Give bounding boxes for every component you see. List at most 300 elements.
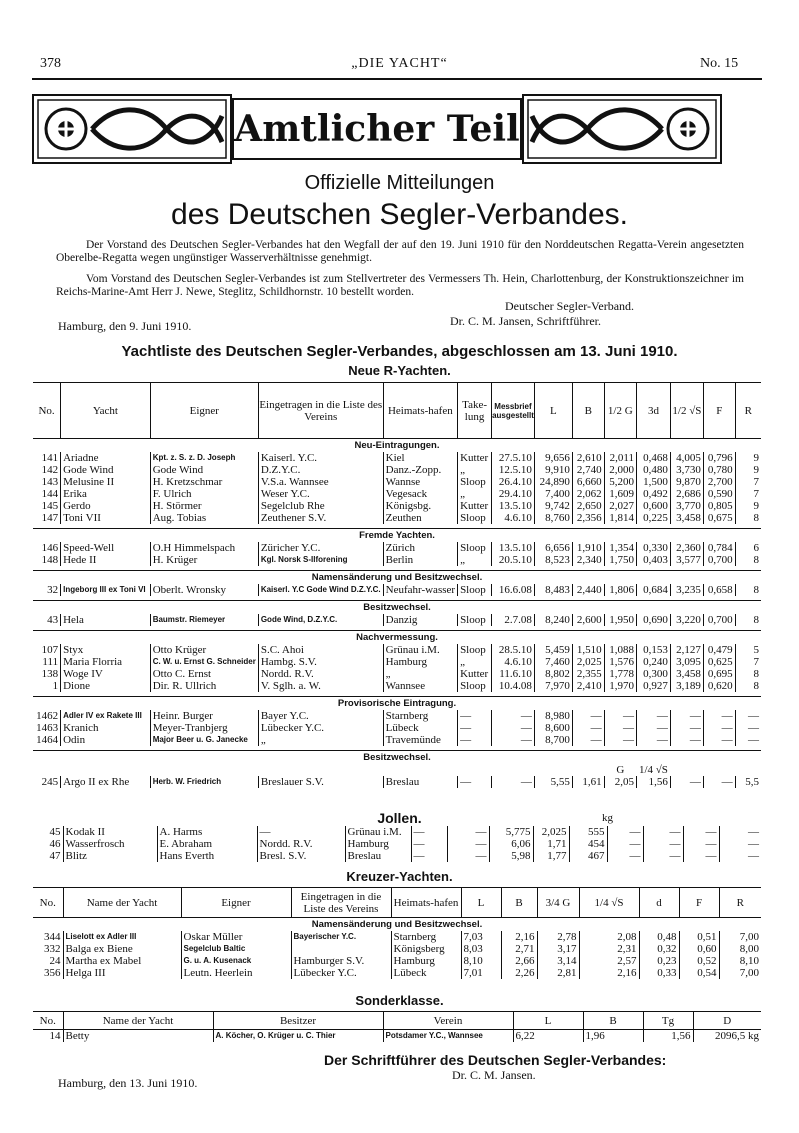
table-cell: Oberlt. Wronsky xyxy=(150,584,258,596)
table-cell: „ xyxy=(458,488,492,500)
table-cell: — xyxy=(607,826,643,838)
table-cell: 143 xyxy=(41,476,59,488)
table-row xyxy=(33,614,761,626)
table-cell: 0,48 xyxy=(639,931,679,943)
heading-line1: Offizielle Mitteilungen xyxy=(304,172,495,194)
table-cell: 1,77 xyxy=(533,850,569,862)
table-cell: 7,400 xyxy=(534,488,572,500)
kreuzer-header-5: L xyxy=(461,888,501,918)
table-cell: 145 xyxy=(41,500,59,512)
table-cell: — xyxy=(683,850,719,862)
table-cell: Potsdamer Y.C., Wannsee xyxy=(383,1030,513,1043)
table-cell: 8,802 xyxy=(534,668,572,680)
table-cell: Königsbg. xyxy=(383,500,457,512)
table-cell: 0,690 xyxy=(636,614,670,626)
table-cell: 1,750 xyxy=(604,554,636,566)
table-cell: 2,78 xyxy=(537,931,579,943)
table-cell: „ xyxy=(258,734,383,746)
table-cell: — xyxy=(643,826,683,838)
table-row xyxy=(33,955,761,967)
footer-place-date: Hamburg, den 13. Juni 1910. xyxy=(58,1076,198,1090)
table-row xyxy=(33,734,761,746)
table-cell: 2,71 xyxy=(501,943,537,955)
table-cell: H. Kretzschmar xyxy=(150,476,258,488)
table-cell: Gode Wind xyxy=(150,464,258,476)
table-cell: Zeuthen xyxy=(383,512,457,524)
table-cell: 8,10 xyxy=(461,955,501,967)
table-cell: — xyxy=(458,776,492,788)
kreuzer-table xyxy=(33,887,761,979)
table-cell: Baumstr. Riemeyer xyxy=(150,614,258,626)
table-cell: 3,577 xyxy=(670,554,703,566)
table-cell: 1,354 xyxy=(604,542,636,554)
section-title: Fremde Yachten. xyxy=(33,529,761,543)
table-cell: 28.5.10 xyxy=(492,644,535,656)
table-cell: 8 xyxy=(735,614,761,626)
table-cell: 1,778 xyxy=(604,668,636,680)
subheader-cell xyxy=(258,764,383,776)
table-row xyxy=(33,776,761,788)
table-cell: Dione xyxy=(61,680,151,692)
table-row xyxy=(33,943,761,955)
kreuzer-title: Kreuzer-Yachten. xyxy=(346,869,453,884)
table-cell: Lübeck xyxy=(383,722,457,734)
table-cell xyxy=(291,943,391,955)
table-cell: — xyxy=(636,734,670,746)
table-cell: Maria Florria xyxy=(61,656,151,668)
table-cell: 2,81 xyxy=(537,967,579,979)
table-cell: Ariadne xyxy=(61,452,151,464)
table-row xyxy=(33,500,761,512)
table-cell: 0,684 xyxy=(636,584,670,596)
table-cell: 2,66 xyxy=(501,955,537,967)
table-cell: — xyxy=(447,826,489,838)
table-row xyxy=(33,826,761,838)
table-cell: Hamburger S.V. xyxy=(291,955,391,967)
table-cell: — xyxy=(447,838,489,850)
table-cell: 8 xyxy=(735,512,761,524)
table-cell: 2,16 xyxy=(501,931,537,943)
table-cell: — xyxy=(643,850,683,862)
table-cell: 8 xyxy=(735,554,761,566)
table-cell: 7 xyxy=(735,488,761,500)
table-cell: 8,760 xyxy=(534,512,572,524)
subheader-cell xyxy=(458,764,492,776)
table-cell: 1464 xyxy=(36,734,59,746)
table-cell: 6 xyxy=(735,542,761,554)
table-cell: 7,970 xyxy=(534,680,572,692)
table-cell: — xyxy=(683,826,719,838)
table-cell: 6,660 xyxy=(572,476,604,488)
table-cell: 147 xyxy=(41,512,59,524)
yachtliste-header-8: B xyxy=(572,383,604,439)
table-cell: 0,492 xyxy=(636,488,670,500)
table-cell: Kaiserl. Y.C. xyxy=(258,452,383,464)
table-cell: Hamburg xyxy=(345,838,411,850)
jollen-unit: kg xyxy=(602,812,613,824)
table-row xyxy=(33,680,761,692)
table-cell: 1,970 xyxy=(604,680,636,692)
table-cell: 0,52 xyxy=(679,955,719,967)
table-cell: 2,16 xyxy=(579,967,639,979)
table-cell: 555 xyxy=(569,826,607,838)
table-cell: 3,220 xyxy=(670,614,703,626)
table-cell: 0,700 xyxy=(703,614,735,626)
table-cell: 356 xyxy=(44,967,61,979)
yachtliste-header-0: No. xyxy=(33,383,61,439)
table-cell: 0,300 xyxy=(636,668,670,680)
table-cell: 0,658 xyxy=(703,584,735,596)
banner-title: Amtlicher Teil xyxy=(232,98,522,160)
table-cell: Vegesack xyxy=(383,488,457,500)
table-cell: 142 xyxy=(41,464,59,476)
yachtliste-table xyxy=(33,382,761,788)
page-number: 378 xyxy=(40,56,61,71)
table-cell: 0,695 xyxy=(703,668,735,680)
table-cell: Martha ex Mabel xyxy=(63,955,181,967)
table-cell: 1,609 xyxy=(604,488,636,500)
table-cell: 0,23 xyxy=(639,955,679,967)
table-cell: Sloop xyxy=(458,644,492,656)
table-cell: Grünau i.M. xyxy=(383,644,457,656)
table-cell: 2,027 xyxy=(604,500,636,512)
table-cell: 8,523 xyxy=(534,554,572,566)
table-cell: 3,17 xyxy=(537,943,579,955)
table-cell: 9,870 xyxy=(670,476,703,488)
table-row xyxy=(33,1030,761,1043)
table-cell: 7 xyxy=(735,476,761,488)
table-cell: 29.4.10 xyxy=(492,488,535,500)
subheader-cell xyxy=(703,764,735,776)
table-cell: Kodak II xyxy=(63,826,157,838)
section-title: Besitzwechsel. xyxy=(33,751,761,765)
table-cell: — xyxy=(458,710,492,722)
section-row xyxy=(33,571,761,585)
table-cell: 2,740 xyxy=(572,464,604,476)
subheader-cell xyxy=(61,764,151,776)
table-cell: — xyxy=(458,734,492,746)
sonder-table xyxy=(33,1011,761,1042)
table-cell: S.C. Ahoi xyxy=(258,644,383,656)
table-cell: — xyxy=(703,710,735,722)
table-cell: 43 xyxy=(47,614,59,626)
jollen-title: Jollen. xyxy=(377,810,422,826)
table-cell: E. Abraham xyxy=(157,838,257,850)
table-cell: 2,610 xyxy=(572,452,604,464)
table-cell: — xyxy=(735,710,761,722)
table-cell: — xyxy=(411,838,447,850)
table-cell: Danzig xyxy=(383,614,457,626)
table-cell: 5 xyxy=(735,644,761,656)
table-cell: Betty xyxy=(63,1030,213,1043)
sonder-header-1: Name der Yacht xyxy=(63,1012,213,1030)
table-cell: 32 xyxy=(47,584,59,596)
table-cell: Wannse xyxy=(383,476,457,488)
table-cell: 6,06 xyxy=(489,838,533,850)
kreuzer-header-3: Eingetragen in die Liste des Vereins xyxy=(291,888,391,918)
table-cell: 9,656 xyxy=(534,452,572,464)
table-cell: 5,459 xyxy=(534,644,572,656)
table-cell: 2096,5 kg xyxy=(693,1030,761,1043)
sonder-header-2: Besitzer xyxy=(213,1012,383,1030)
table-cell: Kranich xyxy=(61,722,151,734)
table-cell: Breslau xyxy=(383,776,457,788)
table-cell: 2,127 xyxy=(670,644,703,656)
table-cell: V.S.a. Wannsee xyxy=(258,476,383,488)
section-title: Namensänderung und Besitzwechsel. xyxy=(33,918,761,932)
table-cell: Toni VII xyxy=(61,512,151,524)
table-cell: Major Beer u. G. Janecke xyxy=(150,734,258,746)
table-cell: Gode Wind xyxy=(61,464,151,476)
table-cell: Erika xyxy=(61,488,151,500)
table-cell: 9,910 xyxy=(534,464,572,476)
table-cell: Segelclub Rhe xyxy=(258,500,383,512)
table-cell: 3,14 xyxy=(537,955,579,967)
table-cell: Grünau i.M. xyxy=(345,826,411,838)
table-cell: — xyxy=(492,722,535,734)
subheader-cell xyxy=(150,764,258,776)
table-cell: — xyxy=(703,734,735,746)
table-cell: 0,480 xyxy=(636,464,670,476)
table-cell: Segelclub Baltic xyxy=(181,943,291,955)
table-cell: Travemünde xyxy=(383,734,457,746)
table-row xyxy=(33,668,761,680)
table-cell: — xyxy=(411,850,447,862)
table-cell: Neufahr-wasser xyxy=(383,584,457,596)
section-title: Provisorische Eintragung. xyxy=(33,697,761,711)
table-cell: A. Köcher, O. Krüger u. C. Thier xyxy=(213,1030,383,1043)
kreuzer-header-1: Name der Yacht xyxy=(63,888,181,918)
table-cell: 0,153 xyxy=(636,644,670,656)
table-cell: — xyxy=(670,734,703,746)
table-cell: Lübecker Y.C. xyxy=(258,722,383,734)
table-cell: 0,225 xyxy=(636,512,670,524)
subheader-cell: 1/4 √S xyxy=(638,764,668,776)
table-cell: „ xyxy=(458,464,492,476)
yachtliste-header-6: Messbrief ausgestellt xyxy=(492,383,535,439)
kreuzer-header-8: 1/4 √S xyxy=(579,888,639,918)
kreuzer-header-0: No. xyxy=(33,888,63,918)
table-cell: 8,00 xyxy=(719,943,761,955)
table-cell: — xyxy=(636,722,670,734)
table-cell: F. Ulrich xyxy=(150,488,258,500)
table-cell: 7,00 xyxy=(719,967,761,979)
table-cell: 3,770 xyxy=(670,500,703,512)
table-cell: 0,675 xyxy=(703,512,735,524)
table-cell: Hamburg xyxy=(383,656,457,668)
table-cell: 1,61 xyxy=(572,776,604,788)
table-cell: 0,32 xyxy=(639,943,679,955)
table-row xyxy=(33,838,761,850)
table-cell: 8 xyxy=(735,584,761,596)
yachtliste-header-7: L xyxy=(534,383,572,439)
table-cell: 45 xyxy=(49,826,61,838)
heading-line2: des Deutschen Segler-Verbandes. xyxy=(171,198,628,231)
sonder-header-3: Verein xyxy=(383,1012,513,1030)
table-cell: 0,54 xyxy=(679,967,719,979)
table-cell: 467 xyxy=(569,850,607,862)
table-cell: Ingeborg III ex Toni VI xyxy=(61,584,151,596)
table-cell: Berlin xyxy=(383,554,457,566)
table-cell: 141 xyxy=(41,452,59,464)
table-cell: 1,510 xyxy=(572,644,604,656)
table-cell: 2,062 xyxy=(572,488,604,500)
yachtliste-header-1: Yacht xyxy=(61,383,151,439)
table-cell: — xyxy=(670,710,703,722)
table-cell: 3,189 xyxy=(670,680,703,692)
table-row xyxy=(33,464,761,476)
table-cell: 8,10 xyxy=(719,955,761,967)
table-row xyxy=(33,476,761,488)
table-cell: 3,458 xyxy=(670,512,703,524)
table-cell: 0,330 xyxy=(636,542,670,554)
table-cell: 2,08 xyxy=(579,931,639,943)
table-cell: „ xyxy=(458,554,492,566)
section-title: Besitzwechsel. xyxy=(33,601,761,615)
table-cell: — xyxy=(572,710,604,722)
subheader-cell: G xyxy=(616,764,625,776)
table-cell: 2,000 xyxy=(604,464,636,476)
table-cell: 0,479 xyxy=(703,644,735,656)
section-title: Nachvermessung. xyxy=(33,631,761,645)
table-cell: Gerdo xyxy=(61,500,151,512)
table-cell: — xyxy=(604,710,636,722)
table-cell: 1,910 xyxy=(572,542,604,554)
table-cell: 9,742 xyxy=(534,500,572,512)
table-cell: 2,340 xyxy=(572,554,604,566)
table-cell: 1,500 xyxy=(636,476,670,488)
table-cell: Sloop xyxy=(458,680,492,692)
table-cell: 1,814 xyxy=(604,512,636,524)
table-cell: 47 xyxy=(49,850,61,862)
table-cell: Wasserfrosch xyxy=(63,838,157,850)
table-cell: — xyxy=(447,850,489,862)
table-cell: Gode Wind, D.Z.Y.C. xyxy=(258,614,383,626)
subheader-cell xyxy=(670,764,703,776)
table-cell: 0,700 xyxy=(703,554,735,566)
table-cell: Lübecker Y.C. xyxy=(291,967,391,979)
table-cell: 2.7.08 xyxy=(492,614,535,626)
subheader-cell xyxy=(33,764,61,776)
table-cell: Nordd. R.V. xyxy=(258,668,383,680)
yachtliste-header-9: 1/2 G xyxy=(604,383,636,439)
table-cell: 0,780 xyxy=(703,464,735,476)
subheader-cell xyxy=(735,764,761,776)
table-cell: Kutter xyxy=(458,452,492,464)
table-cell: 0,60 xyxy=(679,943,719,955)
table-cell: 1,71 xyxy=(533,838,569,850)
table-row xyxy=(33,710,761,722)
table-cell: „ xyxy=(458,656,492,668)
table-cell: Kutter xyxy=(458,500,492,512)
table-cell: Blitz xyxy=(63,850,157,862)
table-cell: V. Sglh. a. W. xyxy=(258,680,383,692)
table-row xyxy=(33,850,761,862)
table-cell: Lübeck xyxy=(391,967,461,979)
table-cell: Speed-Well xyxy=(61,542,151,554)
journal-title: „DIE YACHT“ xyxy=(351,56,448,71)
table-cell: Styx xyxy=(61,644,151,656)
issue-number: No. 15 xyxy=(700,56,739,71)
table-row xyxy=(33,512,761,524)
table-cell: 0,403 xyxy=(636,554,670,566)
yachtliste-header-11: 1/2 √S xyxy=(670,383,703,439)
table-cell: 454 xyxy=(569,838,607,850)
table-cell: 0,796 xyxy=(703,452,735,464)
table-cell: 8,03 xyxy=(461,943,501,955)
table-cell: — xyxy=(607,850,643,862)
table-cell: 9 xyxy=(735,500,761,512)
table-cell: Kpt. z. S. z. D. Joseph xyxy=(150,452,258,464)
table-cell: 1462 xyxy=(36,710,59,722)
table-cell: 0,51 xyxy=(679,931,719,943)
table-cell: 3,730 xyxy=(670,464,703,476)
kreuzer-header-4: Heimats-hafen xyxy=(391,888,461,918)
table-cell: 1,96 xyxy=(583,1030,643,1043)
kreuzer-header-6: B xyxy=(501,888,537,918)
section-row xyxy=(33,601,761,615)
table-cell: 27.5.10 xyxy=(492,452,535,464)
table-cell: — xyxy=(643,838,683,850)
table-row xyxy=(33,722,761,734)
table-cell: Kgl. Norsk S-Ilforening xyxy=(258,554,383,566)
intro-paragraph-2: Vom Vorstand des Deutschen Segler-Verbandes ist zum Stellvertreter des Vermessers Th. Hein, Charlottenburg, der Konstruktionszeichner im Reichs-Marine-Amt Herr J. Newe, Steglitz, Schildhornstr. 10 bestellt worden. xyxy=(56,273,744,298)
table-cell: 2,356 xyxy=(572,512,604,524)
table-cell: 13.5.10 xyxy=(492,542,535,554)
table-cell: Wannsee xyxy=(383,680,457,692)
sonder-header-7: D xyxy=(693,1012,761,1030)
table-cell: Bayer Y.C. xyxy=(258,710,383,722)
sonder-title: Sonderklasse. xyxy=(355,993,444,1008)
table-cell: C. W. u. Ernst G. Schneider xyxy=(150,656,258,668)
subheader-cell xyxy=(572,764,604,776)
table-cell: 2,600 xyxy=(572,614,604,626)
sonder-header-5: B xyxy=(583,1012,643,1030)
table-cell: 11.6.10 xyxy=(492,668,535,680)
table-cell: 2,650 xyxy=(572,500,604,512)
table-cell: 148 xyxy=(41,554,59,566)
table-row xyxy=(33,644,761,656)
besitz-subheader-row xyxy=(33,764,761,776)
table-cell: 1,56 xyxy=(636,776,670,788)
section-title: Namensänderung und Besitzwechsel. xyxy=(33,571,761,585)
table-cell: 12.5.10 xyxy=(492,464,535,476)
table-cell: 9 xyxy=(735,452,761,464)
table-row xyxy=(33,542,761,554)
signature-name: Dr. C. M. Jansen, Schriftführer. xyxy=(450,314,601,328)
table-cell: Sloop xyxy=(458,476,492,488)
table-cell: 7,01 xyxy=(461,967,501,979)
table-cell: 107 xyxy=(41,644,59,656)
section-row xyxy=(33,697,761,711)
table-cell: 2,26 xyxy=(501,967,537,979)
sonder-header-0: No. xyxy=(33,1012,63,1030)
table-cell: — xyxy=(719,826,761,838)
table-cell: — xyxy=(719,850,761,862)
table-cell: 5,5 xyxy=(735,776,761,788)
subheader-cell xyxy=(534,764,572,776)
table-cell: Melusine II xyxy=(61,476,151,488)
table-cell: 20.5.10 xyxy=(492,554,535,566)
table-cell: 8,600 xyxy=(534,722,572,734)
table-row xyxy=(33,584,761,596)
table-cell: — xyxy=(735,734,761,746)
yachtliste-title: Yachtliste des Deutschen Segler-Verbandes, abgeschlossen am 13. Juni 1910. xyxy=(121,343,678,360)
table-cell: 2,025 xyxy=(572,656,604,668)
table-cell: 3,235 xyxy=(670,584,703,596)
table-cell: Sloop xyxy=(458,542,492,554)
table-cell: 5,775 xyxy=(489,826,533,838)
